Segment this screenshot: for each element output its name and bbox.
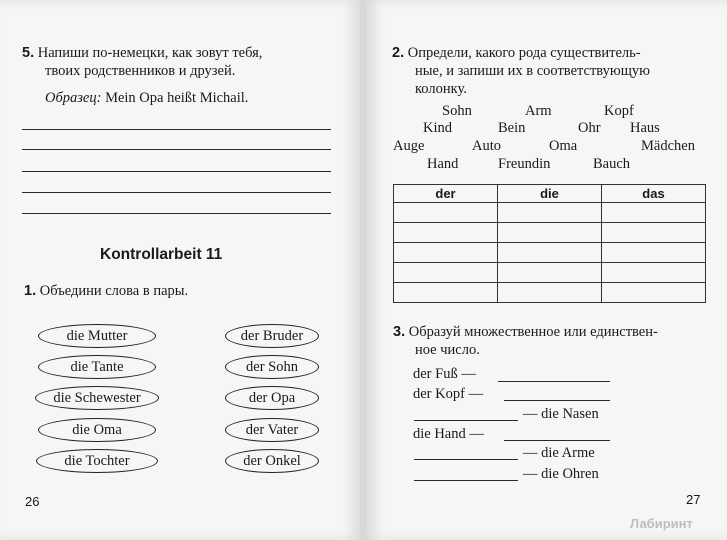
noun-word: Bein [498,120,526,136]
gender-table [393,184,706,303]
task2-text-1: Определи, какого рода существитель- [407,45,641,61]
plural-item: — die Arme [523,445,595,461]
watermark: Лабиринт [630,516,693,531]
table-cell[interactable] [394,283,498,303]
table-cell[interactable] [498,243,602,263]
table-cell[interactable] [498,203,602,223]
table-cell[interactable] [394,223,498,243]
task3-text-2: ное число. [415,342,480,358]
answer-line[interactable] [414,420,518,421]
answer-line[interactable] [498,381,610,382]
task2-text-3: колонку. [415,81,467,97]
example-text: Mein Opa heißt Michail. [105,90,249,106]
table-row [394,263,706,283]
left-word-oval: die Schewester [35,386,159,410]
table-row [394,243,706,263]
table-cell[interactable] [498,263,602,283]
plural-item: — die Ohren [523,466,599,482]
header-der: der [394,185,498,203]
page-number-left: 26 [25,494,40,509]
left-word-oval: die Mutter [38,324,156,348]
task5-line1 [22,44,262,62]
table-cell[interactable] [394,203,498,223]
header-das: das [602,185,706,203]
table-cell[interactable] [394,263,498,283]
task2-number: 2. [392,45,405,61]
task1-heading [24,282,188,300]
writing-line-3 [22,171,331,172]
noun-word: Auge [393,138,425,154]
task1-number: 1. [24,283,37,299]
table-header-row [394,185,706,203]
table-cell[interactable] [498,223,602,243]
table-row [394,203,706,223]
answer-line[interactable] [414,480,518,481]
task5-text-2: твоих родственников и друзей. [45,63,236,79]
section-title: Kontrollarbeit 11 [100,246,223,263]
noun-word: Haus [630,120,660,136]
noun-word: Hand [427,156,459,172]
page-number-right: 27 [686,492,701,507]
right-word-oval: der Opa [225,386,319,410]
noun-word: Auto [472,138,501,154]
plural-item: die Hand — [413,426,484,442]
task3-text-1: Образуй множественное или единствен- [408,324,658,340]
left-word-oval: die Oma [38,418,156,442]
task5-text-1: Напиши по-немецки, как зовут тебя, [37,45,263,61]
left-word-oval: die Tante [38,355,156,379]
noun-word: Mädchen [641,138,695,154]
table-row [394,223,706,243]
right-page [367,0,727,540]
noun-word: Sohn [442,103,472,119]
noun-word: Ohr [578,120,601,136]
task2-text-2: ные, и запиши их в соответствующую [415,63,650,79]
writing-line-5 [22,213,331,214]
right-word-oval: der Vater [225,418,319,442]
noun-word: Bauch [593,156,631,172]
task5-number: 5. [22,45,35,61]
noun-word: Arm [525,103,552,119]
left-word-oval: die Tochter [36,449,158,473]
table-row [394,283,706,303]
plural-item: der Kopf — [413,386,484,402]
right-word-oval: der Sohn [225,355,319,379]
noun-word: Kind [423,120,452,136]
right-word-oval: der Onkel [225,449,319,473]
answer-line[interactable] [504,440,610,441]
table-cell[interactable] [498,283,602,303]
table-cell[interactable] [602,223,706,243]
table-cell[interactable] [602,243,706,263]
writing-line-2 [22,149,331,150]
example-label: Образец: [45,90,102,106]
header-die: die [498,185,602,203]
task3-number: 3. [393,324,406,340]
task3-line1 [393,323,658,341]
table-cell[interactable] [602,203,706,223]
answer-line[interactable] [414,459,518,460]
writing-line-1 [22,129,331,130]
noun-word: Oma [549,138,578,154]
task5-example [45,89,248,107]
right-word-oval: der Bruder [225,324,319,348]
plural-item: — die Nasen [523,406,599,422]
table-cell[interactable] [602,283,706,303]
answer-line[interactable] [504,400,610,401]
task1-text: Объедини слова в пары. [39,283,189,299]
writing-line-4 [22,192,331,193]
left-page [0,0,360,540]
plural-item: der Fuß — [413,366,476,382]
table-cell[interactable] [602,263,706,283]
task2-line1 [392,44,641,62]
table-cell[interactable] [394,243,498,263]
noun-word: Freundin [498,156,551,172]
noun-word: Kopf [604,103,634,119]
